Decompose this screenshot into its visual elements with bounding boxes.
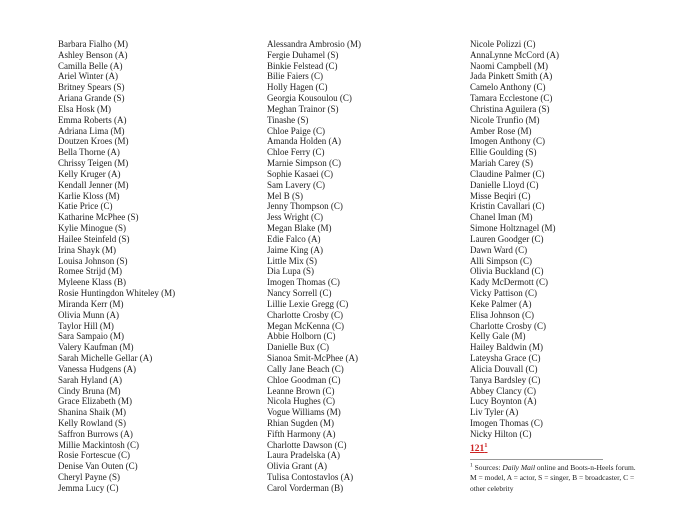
list-item: Kelly Kruger (A) (58, 168, 121, 179)
list-item: Ellie Goulding (S) (470, 147, 537, 158)
footnote-source-name: Daily Mail (502, 462, 536, 472)
list-item: Alicia Douvall (C) (470, 363, 538, 374)
list-item: Jess Wright (C) (267, 212, 323, 223)
list-item: Rosie Fortescue (C) (58, 450, 130, 461)
list-item: Sophie Kasaei (C) (267, 168, 333, 179)
list-item: AnnaLynne McCord (A) (470, 49, 559, 60)
name-list-column-2 (267, 39, 472, 494)
list-item: Shanina Shaik (M) (58, 407, 126, 418)
list-item: Fifth Harmony (A) (267, 428, 336, 439)
list-item: Camilla Belle (A) (58, 60, 123, 71)
list-item: Marnie Simpson (C) (267, 158, 341, 169)
list-item: Leanne Brown (C) (267, 385, 335, 396)
list-item: Taylor Hill (M) (58, 320, 114, 331)
list-item: Meghan Trainor (S) (267, 103, 339, 114)
list-item: Vicky Pattison (C) (470, 288, 537, 299)
list-item: Nicola Hughes (C) (267, 396, 335, 407)
list-item: Charlotte Dawson (C) (267, 439, 347, 450)
list-item: Tamara Ecclestone (C) (470, 93, 553, 104)
list-item: Nicole Trunfio (M) (470, 114, 540, 125)
list-item: Charlotte Crosby (C) (267, 309, 343, 320)
list-item: Jada Pinkett Smith (A) (470, 71, 553, 82)
list-item: Rhian Sugden (M) (267, 417, 334, 428)
list-item: Vanessa Hudgens (A) (58, 363, 136, 374)
list-item: Keke Palmer (A) (470, 298, 532, 309)
list-item: Myleene Klass (B) (58, 277, 126, 288)
list-item: Chloe Goodman (C) (267, 374, 341, 385)
list-item: Chrissy Teigen (M) (58, 158, 129, 169)
list-item: Saffron Burrows (A) (58, 428, 133, 439)
name-list-column-1 (58, 39, 263, 494)
list-item: Imogen Anthony (C) (470, 136, 545, 147)
list-item: Danielle Lloyd (C) (470, 179, 539, 190)
list-item: Danielle Bux (C) (267, 342, 329, 353)
list-item: Valery Kaufman (M) (58, 342, 134, 353)
list-item: Megan Blake (M) (267, 223, 332, 234)
list-item: Georgia Kousoulou (C) (267, 93, 352, 104)
list-item: Doutzen Kroes (M) (58, 136, 129, 147)
list-item: Cheryl Payne (S) (58, 472, 120, 483)
footnote-segment: online and Boots-n-Heels forum. M = model, A = actor, S = singer, B = broadcaster, C = other celebrity (470, 462, 636, 494)
list-item: Olivia Buckland (C) (470, 266, 544, 277)
list-item: Amanda Holden (A) (267, 136, 341, 147)
list-item: Hailey Baldwin (M) (470, 342, 543, 353)
list-item: Kelly Rowland (S) (58, 417, 126, 428)
list-item: Abbey Clancy (C) (470, 385, 536, 396)
list-item: Emma Roberts (A) (58, 114, 127, 125)
list-item: Karlie Kloss (M) (58, 190, 120, 201)
list-item: Alessandra Ambrosio (M) (267, 39, 361, 49)
list-item: Bilie Faiers (C) (267, 71, 323, 82)
list-item: Mel B (S) (267, 190, 303, 201)
list-item: Ariel Winter (A) (58, 71, 118, 82)
list-item: Katie Price (C) (58, 201, 113, 212)
list-item: Cindy Bruna (M) (58, 385, 121, 396)
list-item: Camelo Anthony (C) (470, 82, 546, 93)
list-item: Jenny Thompson (C) (267, 201, 343, 212)
list-item: Sam Lavery (C) (267, 179, 325, 190)
list-item: Olivia Grant (A) (267, 461, 327, 472)
list-item: Tulisa Contostavlos (A) (267, 472, 354, 483)
list-item: Kendall Jenner (M) (58, 179, 129, 190)
list-item: Elisa Johnson (C) (470, 309, 534, 320)
list-item: Carol Vorderman (B) (267, 482, 344, 493)
footnote (470, 463, 642, 495)
list-item: Britney Spears (S) (58, 82, 125, 93)
list-item: Jaime King (A) (267, 244, 323, 255)
list-item: Millie Mackintosh (C) (58, 439, 139, 450)
list-item: Lucy Boynton (A) (470, 396, 537, 407)
list-item: Tanya Bardsley (C) (470, 374, 541, 385)
list-item: Binkie Felstead (C) (267, 60, 338, 71)
total-count-link[interactable] (470, 441, 488, 455)
list-item: Charlotte Crosby (C) (470, 320, 546, 331)
list-item: Irina Shayk (M) (58, 244, 116, 255)
list-item: Elsa Hosk (M) (58, 103, 111, 114)
list-item: Barbara Fialho (M) (58, 39, 128, 49)
list-item: Miranda Kerr (M) (58, 298, 124, 309)
list-item: Fergie Duhamel (S) (267, 49, 339, 60)
total-count-number: 121 (470, 443, 485, 454)
list-item: Imogen Thomas (C) (470, 417, 543, 428)
list-item: Megan McKenna (C) (267, 320, 344, 331)
list-item: Dia Lupa (S) (267, 266, 314, 277)
list-item: Lauren Goodger (C) (470, 233, 544, 244)
list-item: Christina Aguilera (S) (470, 103, 550, 114)
list-item: Tinashe (S) (267, 114, 309, 125)
list-item: Katharine McPhee (S) (58, 212, 139, 223)
list-item: Mariah Carey (S) (470, 158, 533, 169)
list-item: Chloe Paige (C) (267, 125, 325, 136)
list-item: Sara Sampaio (M) (58, 331, 124, 342)
list-item: Ashley Benson (A) (58, 49, 128, 60)
list-item: Alli Simpson (C) (470, 255, 533, 266)
list-item: Nicole Polizzi (C) (470, 39, 536, 49)
list-item: Louisa Johnson (S) (58, 255, 128, 266)
list-item: Nicky Hilton (C) (470, 428, 532, 439)
list-item: Kristin Cavallari (C) (470, 201, 545, 212)
list-item: Ariana Grande (S) (58, 93, 125, 104)
list-item: Lillie Lexie Gregg (C) (267, 298, 349, 309)
list-item: Amber Rose (M) (470, 125, 532, 136)
footnote-text (470, 463, 636, 494)
list-item: Cally Jane Beach (C) (267, 363, 344, 374)
list-item: Bella Thorne (A) (58, 147, 120, 158)
list-item: Denise Van Outen (C) (58, 461, 138, 472)
list-item: Imogen Thomas (C) (267, 277, 340, 288)
list-item: Rosie Huntingdon Whiteley (M) (58, 288, 176, 299)
list-item: Edie Falco (A) (267, 233, 321, 244)
list-item: Lateysha Grace (C) (470, 353, 541, 364)
list-item: Little Mix (S) (267, 255, 317, 266)
list-item: Chloe Ferry (C) (267, 147, 325, 158)
list-item: Dawn Ward (C) (470, 244, 528, 255)
list-item: Misse Beqiri (C) (470, 190, 531, 201)
list-item: Claudine Palmer (C) (470, 168, 545, 179)
list-item: Vogue Williams (M) (267, 407, 341, 418)
footnote-marker: 1 (470, 462, 473, 469)
footnote-rule (470, 459, 603, 460)
list-item: Laura Pradelska (A) (267, 450, 340, 461)
footnote-segment: Sources: (474, 462, 503, 472)
list-item: Kelly Gale (M) (470, 331, 526, 342)
list-item: Chanel Iman (M) (470, 212, 533, 223)
list-item: Simone Holtznagel (M) (470, 223, 556, 234)
total-footnote-marker: 1 (484, 441, 488, 449)
list-item: Olivia Munn (A) (58, 309, 119, 320)
list-item: Jemma Lucy (C) (58, 482, 119, 493)
list-item: Kady McDermott (C) (470, 277, 548, 288)
list-item: Sarah Hyland (A) (58, 374, 122, 385)
name-list-column-3 (470, 39, 675, 495)
list-item: Romee Strijd (M) (58, 266, 122, 277)
list-item: Sarah Michelle Gellar (A) (58, 353, 153, 364)
list-item: Kylie Minogue (S) (58, 223, 126, 234)
list-item: Abbie Holborn (C) (267, 331, 336, 342)
list-item: Adriana Lima (M) (58, 125, 125, 136)
list-item: Grace Elizabeth (M) (58, 396, 132, 407)
list-item: Sianoa Smit-McPhee (A) (267, 353, 358, 364)
list-item: Naomi Campbell (M) (470, 60, 548, 71)
list-item: Holly Hagen (C) (267, 82, 328, 93)
list-item: Nancy Sorrell (C) (267, 288, 332, 299)
list-item: Hailee Steinfeld (S) (58, 233, 130, 244)
list-item: Liv Tyler (A) (470, 407, 519, 418)
